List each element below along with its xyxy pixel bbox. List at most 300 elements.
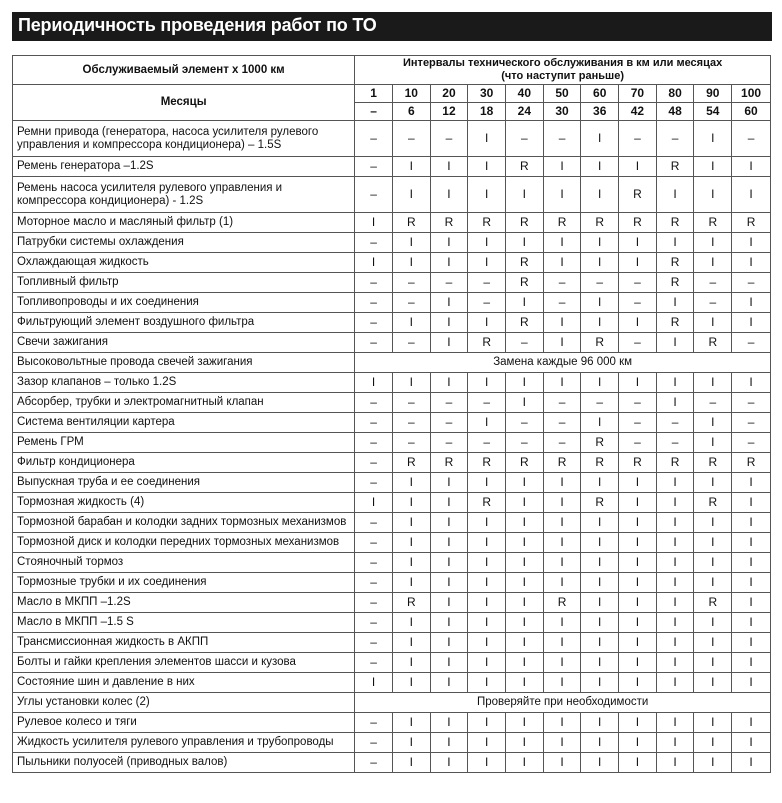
schedule-cell: I	[581, 593, 619, 613]
row-item-name: Ремень ГРМ	[13, 433, 355, 453]
schedule-cell: R	[392, 593, 430, 613]
schedule-cell: I	[732, 653, 771, 673]
schedule-cell: I	[656, 653, 694, 673]
schedule-cell: I	[506, 493, 544, 513]
schedule-cell: I	[732, 753, 771, 773]
schedule-cell: I	[581, 177, 619, 213]
schedule-cell: I	[506, 293, 544, 313]
row-note: Проверяйте при необходимости	[355, 693, 771, 713]
schedule-cell: I	[581, 121, 619, 157]
schedule-cell: –	[732, 333, 771, 353]
schedule-cell: –	[430, 433, 468, 453]
schedule-cell: R	[656, 213, 694, 233]
schedule-cell: I	[581, 157, 619, 177]
schedule-cell: I	[619, 157, 657, 177]
schedule-cell: –	[694, 293, 732, 313]
element-header: Обслуживаемый элемент x 1000 км	[13, 56, 355, 85]
schedule-cell: –	[355, 473, 393, 493]
schedule-cell: R	[506, 313, 544, 333]
row-item-name: Ремень генератора –1.2S	[13, 157, 355, 177]
schedule-cell: I	[619, 473, 657, 493]
row-item-name: Болты и гайки крепления элементов шасси и кузова	[13, 653, 355, 673]
schedule-cell: I	[581, 513, 619, 533]
schedule-cell: I	[468, 653, 506, 673]
schedule-cell: –	[355, 413, 393, 433]
schedule-cell: R	[581, 333, 619, 353]
schedule-cell: –	[355, 553, 393, 573]
schedule-cell: I	[619, 633, 657, 653]
schedule-cell: I	[392, 533, 430, 553]
schedule-body	[13, 121, 771, 773]
schedule-cell: I	[430, 493, 468, 513]
schedule-cell: I	[656, 573, 694, 593]
schedule-cell: I	[430, 673, 468, 693]
table-row	[13, 373, 771, 393]
schedule-cell: –	[392, 413, 430, 433]
schedule-cell: I	[430, 513, 468, 533]
schedule-cell: R	[619, 177, 657, 213]
schedule-cell: I	[506, 533, 544, 553]
schedule-cell: I	[430, 373, 468, 393]
row-item-name: Тормозные трубки и их соединения	[13, 573, 355, 593]
table-row	[13, 273, 771, 293]
schedule-cell: I	[543, 653, 581, 673]
schedule-cell: I	[619, 753, 657, 773]
km-header-cell: 90	[694, 85, 732, 103]
schedule-cell: I	[581, 713, 619, 733]
schedule-cell: –	[506, 413, 544, 433]
schedule-cell: I	[656, 633, 694, 653]
table-row	[13, 513, 771, 533]
schedule-cell: I	[732, 733, 771, 753]
schedule-cell: I	[506, 673, 544, 693]
schedule-cell: I	[506, 177, 544, 213]
km-header-cell: 60	[581, 85, 619, 103]
row-item-name: Свечи зажигания	[13, 333, 355, 353]
schedule-cell: I	[581, 753, 619, 773]
schedule-cell: –	[581, 273, 619, 293]
schedule-cell: I	[468, 713, 506, 733]
row-item-name: Стояночный тормоз	[13, 553, 355, 573]
km-header-cell: 50	[543, 85, 581, 103]
schedule-cell: I	[619, 733, 657, 753]
table-row	[13, 393, 771, 413]
schedule-cell: I	[581, 373, 619, 393]
km-header-cell: 30	[468, 85, 506, 103]
schedule-cell: I	[543, 613, 581, 633]
schedule-cell: I	[619, 613, 657, 633]
schedule-cell: R	[732, 213, 771, 233]
schedule-cell: I	[732, 373, 771, 393]
maintenance-schedule-table	[12, 55, 771, 773]
month-header-cell: 42	[619, 103, 657, 121]
schedule-cell: I	[732, 293, 771, 313]
schedule-cell: I	[732, 713, 771, 733]
schedule-cell: I	[506, 473, 544, 493]
row-item-name: Тормозной барабан и колодки задних тормозных механизмов	[13, 513, 355, 533]
month-header-cell: 18	[468, 103, 506, 121]
month-header-cell: 60	[732, 103, 771, 121]
header-row-intervals	[13, 56, 771, 85]
schedule-cell: I	[506, 393, 544, 413]
schedule-cell: R	[656, 273, 694, 293]
table-row	[13, 253, 771, 273]
schedule-cell: R	[656, 313, 694, 333]
month-header-cell: 54	[694, 103, 732, 121]
schedule-cell: –	[619, 121, 657, 157]
month-header-cell: 24	[506, 103, 544, 121]
schedule-cell: I	[355, 253, 393, 273]
schedule-cell: I	[619, 493, 657, 513]
row-item-name: Высоковольтные провода свечей зажигания	[13, 353, 355, 373]
table-row	[13, 453, 771, 473]
schedule-cell: I	[468, 553, 506, 573]
schedule-cell: I	[430, 653, 468, 673]
schedule-cell: I	[430, 753, 468, 773]
schedule-cell: I	[392, 313, 430, 333]
schedule-cell: R	[619, 453, 657, 473]
schedule-cell: –	[355, 613, 393, 633]
schedule-cell: I	[694, 713, 732, 733]
schedule-cell: I	[506, 553, 544, 573]
schedule-cell: I	[506, 513, 544, 533]
schedule-cell: –	[732, 433, 771, 453]
schedule-cell: I	[392, 253, 430, 273]
schedule-cell: –	[355, 157, 393, 177]
schedule-cell: I	[694, 121, 732, 157]
schedule-cell: I	[543, 157, 581, 177]
schedule-cell: I	[694, 673, 732, 693]
schedule-cell: –	[468, 273, 506, 293]
schedule-cell: I	[656, 553, 694, 573]
schedule-cell: I	[506, 753, 544, 773]
schedule-cell: R	[656, 453, 694, 473]
schedule-cell: I	[732, 313, 771, 333]
schedule-cell: I	[430, 633, 468, 653]
schedule-cell: I	[694, 733, 732, 753]
schedule-cell: –	[543, 121, 581, 157]
schedule-cell: –	[355, 121, 393, 157]
title-bar	[12, 12, 772, 41]
table-row	[13, 553, 771, 573]
schedule-cell: I	[430, 253, 468, 273]
row-item-name: Система вентиляции картера	[13, 413, 355, 433]
schedule-cell: R	[506, 273, 544, 293]
schedule-cell: R	[619, 213, 657, 233]
schedule-cell: I	[430, 233, 468, 253]
schedule-cell: I	[355, 673, 393, 693]
schedule-cell: I	[468, 373, 506, 393]
schedule-cell: I	[430, 613, 468, 633]
schedule-cell: R	[543, 213, 581, 233]
schedule-cell: I	[392, 373, 430, 393]
schedule-cell: I	[392, 653, 430, 673]
schedule-cell: –	[355, 633, 393, 653]
schedule-cell: I	[694, 157, 732, 177]
schedule-cell: I	[581, 653, 619, 673]
schedule-cell: I	[543, 493, 581, 513]
schedule-cell: I	[468, 673, 506, 693]
schedule-cell: I	[430, 313, 468, 333]
schedule-cell: I	[656, 293, 694, 313]
schedule-cell: I	[694, 177, 732, 213]
schedule-cell: I	[430, 333, 468, 353]
schedule-cell: I	[506, 373, 544, 393]
schedule-cell: I	[694, 373, 732, 393]
schedule-cell: I	[543, 473, 581, 493]
schedule-cell: I	[619, 513, 657, 533]
schedule-cell: I	[468, 753, 506, 773]
schedule-cell: –	[468, 393, 506, 413]
schedule-cell: –	[355, 753, 393, 773]
schedule-cell: I	[430, 533, 468, 553]
table-row	[13, 157, 771, 177]
schedule-cell: I	[468, 177, 506, 213]
schedule-cell: I	[656, 393, 694, 413]
schedule-cell: I	[468, 157, 506, 177]
month-header-cell: 36	[581, 103, 619, 121]
schedule-cell: –	[355, 733, 393, 753]
schedule-cell: –	[732, 413, 771, 433]
schedule-cell: –	[543, 433, 581, 453]
km-header-cell: 20	[430, 85, 468, 103]
schedule-cell: –	[619, 393, 657, 413]
schedule-cell: R	[543, 593, 581, 613]
row-item-name: Охлаждающая жидкость	[13, 253, 355, 273]
schedule-cell: I	[506, 613, 544, 633]
schedule-cell: R	[506, 253, 544, 273]
schedule-cell: –	[732, 393, 771, 413]
schedule-cell: –	[392, 293, 430, 313]
schedule-cell: I	[392, 513, 430, 533]
schedule-cell: R	[694, 593, 732, 613]
schedule-cell: I	[506, 233, 544, 253]
schedule-cell: I	[619, 713, 657, 733]
schedule-cell: I	[581, 733, 619, 753]
schedule-cell: I	[581, 673, 619, 693]
intervals-header	[355, 56, 771, 85]
schedule-cell: –	[694, 393, 732, 413]
schedule-cell: I	[543, 373, 581, 393]
schedule-cell: I	[619, 653, 657, 673]
schedule-cell: –	[355, 177, 393, 213]
schedule-cell: –	[619, 413, 657, 433]
row-item-name: Топливопроводы и их соединения	[13, 293, 355, 313]
schedule-cell: I	[543, 673, 581, 693]
schedule-cell: I	[543, 633, 581, 653]
schedule-cell: –	[430, 393, 468, 413]
table-row	[13, 533, 771, 553]
schedule-cell: –	[656, 413, 694, 433]
schedule-cell: I	[543, 233, 581, 253]
schedule-cell: I	[694, 753, 732, 773]
month-header-cell: 30	[543, 103, 581, 121]
table-row	[13, 473, 771, 493]
schedule-cell: I	[581, 533, 619, 553]
schedule-cell: I	[656, 473, 694, 493]
schedule-cell: I	[619, 373, 657, 393]
schedule-cell: I	[392, 177, 430, 213]
table-row	[13, 613, 771, 633]
schedule-cell: R	[506, 157, 544, 177]
schedule-cell: I	[619, 673, 657, 693]
row-item-name: Моторное масло и масляный фильтр (1)	[13, 213, 355, 233]
schedule-cell: R	[468, 493, 506, 513]
schedule-cell: R	[506, 213, 544, 233]
schedule-cell: –	[355, 333, 393, 353]
row-item-name: Фильтрующий элемент воздушного фильтра	[13, 313, 355, 333]
schedule-cell: I	[694, 553, 732, 573]
schedule-cell: R	[581, 213, 619, 233]
schedule-cell: –	[355, 713, 393, 733]
schedule-cell: I	[732, 253, 771, 273]
schedule-cell: I	[430, 573, 468, 593]
schedule-cell: I	[468, 613, 506, 633]
schedule-cell: I	[694, 313, 732, 333]
schedule-cell: I	[543, 713, 581, 733]
schedule-cell: I	[656, 493, 694, 513]
schedule-cell: I	[619, 573, 657, 593]
row-item-name: Рулевое колесо и тяги	[13, 713, 355, 733]
table-row	[13, 293, 771, 313]
schedule-cell: –	[430, 413, 468, 433]
schedule-cell: I	[694, 653, 732, 673]
schedule-cell: I	[656, 593, 694, 613]
schedule-cell: R	[581, 433, 619, 453]
schedule-cell: I	[694, 413, 732, 433]
row-item-name: Ремни привода (генератора, насоса усилителя рулевого управления и компрессора кондиционера) – 1.5S	[13, 121, 355, 157]
schedule-cell: I	[543, 753, 581, 773]
table-row	[13, 633, 771, 653]
schedule-cell: I	[732, 673, 771, 693]
schedule-cell: –	[694, 273, 732, 293]
schedule-cell: I	[619, 553, 657, 573]
schedule-cell: I	[656, 233, 694, 253]
km-header-cell: 40	[506, 85, 544, 103]
schedule-cell: I	[656, 673, 694, 693]
schedule-cell: R	[694, 453, 732, 473]
schedule-cell: I	[732, 533, 771, 553]
schedule-cell: I	[581, 613, 619, 633]
schedule-cell: –	[732, 273, 771, 293]
schedule-cell: I	[619, 233, 657, 253]
schedule-cell: I	[694, 433, 732, 453]
schedule-cell: I	[392, 493, 430, 513]
schedule-cell: –	[392, 273, 430, 293]
schedule-cell: I	[543, 733, 581, 753]
table-row	[13, 753, 771, 773]
schedule-cell: I	[392, 473, 430, 493]
schedule-cell: I	[430, 157, 468, 177]
schedule-cell: –	[506, 121, 544, 157]
row-item-name: Выпускная труба и ее соединения	[13, 473, 355, 493]
km-header-cell: 80	[656, 85, 694, 103]
schedule-cell: I	[430, 293, 468, 313]
schedule-cell: R	[543, 453, 581, 473]
schedule-cell: I	[732, 233, 771, 253]
schedule-cell: I	[392, 233, 430, 253]
schedule-cell: I	[732, 473, 771, 493]
schedule-cell: I	[392, 157, 430, 177]
intervals-header-line2: (что наступит раньше)	[501, 70, 625, 82]
schedule-cell: –	[355, 653, 393, 673]
schedule-cell: –	[355, 273, 393, 293]
schedule-cell: R	[694, 333, 732, 353]
row-item-name: Патрубки системы охлаждения	[13, 233, 355, 253]
schedule-cell: –	[355, 573, 393, 593]
schedule-cell: I	[392, 753, 430, 773]
table-row	[13, 653, 771, 673]
schedule-cell: I	[468, 573, 506, 593]
schedule-cell: –	[506, 333, 544, 353]
schedule-cell: –	[656, 121, 694, 157]
schedule-cell: I	[543, 553, 581, 573]
schedule-cell: I	[430, 593, 468, 613]
schedule-cell: –	[355, 313, 393, 333]
table-row	[13, 121, 771, 157]
schedule-cell: I	[543, 533, 581, 553]
schedule-cell: R	[506, 453, 544, 473]
schedule-cell: –	[355, 513, 393, 533]
schedule-cell: –	[392, 333, 430, 353]
schedule-cell: I	[430, 713, 468, 733]
schedule-cell: R	[656, 253, 694, 273]
schedule-cell: I	[732, 553, 771, 573]
schedule-cell: I	[543, 313, 581, 333]
schedule-cell: –	[543, 393, 581, 413]
schedule-cell: –	[543, 293, 581, 313]
table-row	[13, 593, 771, 613]
table-row	[13, 313, 771, 333]
table-row	[13, 573, 771, 593]
km-header-cell: 1	[355, 85, 393, 103]
schedule-cell: I	[355, 493, 393, 513]
schedule-cell: –	[656, 433, 694, 453]
row-item-name: Пыльники полуосей (приводных валов)	[13, 753, 355, 773]
schedule-cell: I	[656, 177, 694, 213]
schedule-cell: I	[581, 413, 619, 433]
schedule-cell: I	[506, 573, 544, 593]
schedule-cell: I	[468, 233, 506, 253]
schedule-cell: I	[656, 513, 694, 533]
schedule-cell: R	[468, 333, 506, 353]
schedule-cell: I	[355, 213, 393, 233]
schedule-cell: I	[468, 253, 506, 273]
intervals-header-line1: Интервалы технического обслуживания в км или месяцах	[403, 57, 723, 69]
schedule-cell: I	[355, 373, 393, 393]
schedule-cell: I	[392, 573, 430, 593]
schedule-cell: I	[656, 753, 694, 773]
schedule-cell: I	[581, 313, 619, 333]
schedule-cell: I	[543, 573, 581, 593]
month-header-cell: 6	[392, 103, 430, 121]
row-item-name: Топливный фильтр	[13, 273, 355, 293]
schedule-cell: –	[355, 593, 393, 613]
schedule-cell: I	[581, 293, 619, 313]
schedule-cell: I	[581, 473, 619, 493]
schedule-cell: R	[392, 453, 430, 473]
schedule-cell: I	[543, 253, 581, 273]
row-item-name: Ремень насоса усилителя рулевого управления и компрессора кондиционера) - 1.2S	[13, 177, 355, 213]
schedule-cell: I	[732, 157, 771, 177]
schedule-cell: –	[430, 273, 468, 293]
schedule-cell: I	[732, 177, 771, 213]
schedule-cell: I	[430, 553, 468, 573]
table-row	[13, 233, 771, 253]
schedule-cell: –	[468, 293, 506, 313]
schedule-cell: I	[392, 613, 430, 633]
schedule-cell: I	[656, 733, 694, 753]
